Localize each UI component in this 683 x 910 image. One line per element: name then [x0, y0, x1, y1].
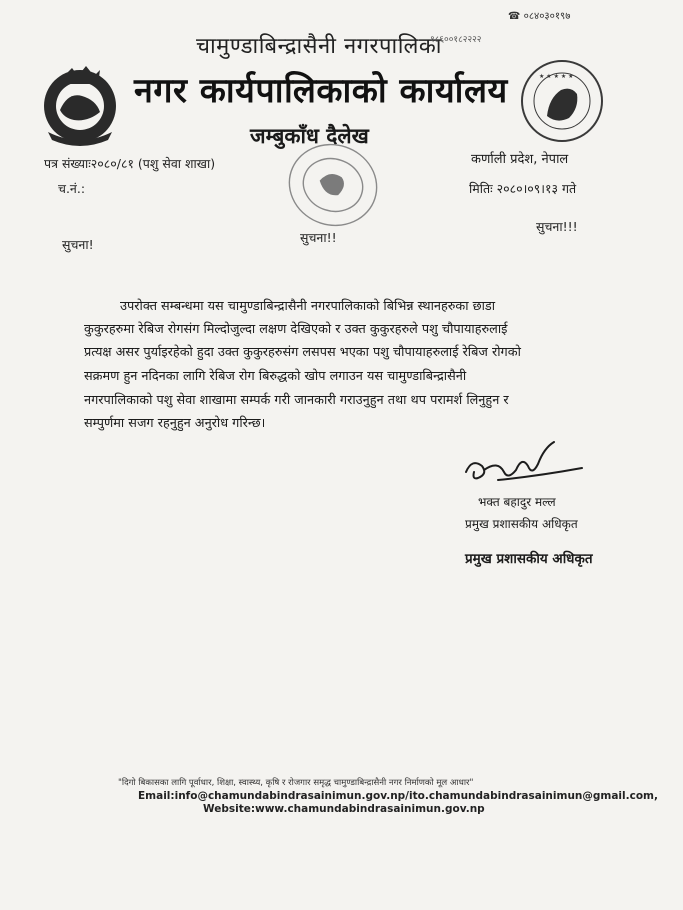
signer-name: भक्त बहादुर मल्ल [478, 495, 556, 509]
signer-post-heading: प्रमुख प्रशासकीय अधिकृत [465, 551, 593, 567]
notice-heading: सुचना! [62, 237, 94, 252]
body-line: उपरोक्त सम्बन्धमा यस चामुण्डाबिन्द्रासैनी नगरपालिकाको बिभिन्न स्थानहरुका छाडा [120, 299, 496, 314]
body-line: प्रत्यक्ष असर पुर्याइरहेको हुदा उक्त कुकुरहरुसंग लसपस भएका पशु चौपायाहरुलाई रेबिज रोगको [84, 345, 521, 360]
footer-motto: "दिगो बिकासका लागि पूर्वाधार, शिक्षा, स्वास्थ्य, कृषि र रोजगार समृद्ध चामुण्डाबिन्द्रासैनी नगर निर्माणको मूल आधार" [118, 778, 474, 788]
district-name: जम्बुकाँध दैलेख [250, 124, 369, 148]
notice-heading: सुचना!!! [536, 219, 578, 234]
signature [458, 436, 588, 500]
reference-number: पत्र संख्याः२०८०/८१ (पशु सेवा शाखा) [44, 156, 216, 171]
footer-website: Website:www.chamundabindrasainimun.gov.np [203, 803, 485, 815]
letter-date: मितिः २०८०।०९।१३ गते [469, 181, 577, 196]
body-line: सम्पुर्णमा सजग रहनुहुन अनुरोध गरिन्छ। [84, 416, 266, 431]
body-line: कुकुरहरुमा रेबिज रोगसंग मिल्दोजुल्दा लक्षण देखिएको र उक्त कुकुरहरुले पशु चौपायाहरुलाई [84, 322, 508, 337]
nepal-emblem-logo [38, 62, 122, 146]
notice-heading: सुचना!! [300, 230, 337, 245]
svg-text:★ ★ ★ ★ ★: ★ ★ ★ ★ ★ [539, 73, 574, 80]
dispatch-number: च.नं.: [58, 181, 86, 196]
header-tiny-number: १८६००१८२२२२ [430, 35, 482, 45]
municipality-logo [519, 58, 605, 144]
office-title: नगर कार्यपालिकाको कार्यालय [134, 71, 508, 111]
footer-email: Email:info@chamundabindrasainimun.gov.np/ito.chamundabindrasainimun@gmail.com, [138, 790, 658, 802]
province-label: कर्णाली प्रदेश, नेपाल [471, 152, 569, 167]
body-line: नगरपालिकाको पशु सेवा शाखामा सम्पर्क गरी जानकारी गराउनुहुन तथा थप परामर्श लिनुहुन र [84, 393, 509, 408]
municipality-name: चामुण्डाबिन्द्रासैनी नगरपालिका [196, 34, 442, 59]
signer-post: प्रमुख प्रशासकीय अधिकृत [465, 517, 578, 531]
official-stamp [283, 135, 383, 235]
phone-number: ☎ ०८४०३०१९७ [508, 11, 571, 22]
body-line: सक्रमण हुन नदिनका लागि रेबिज रोग बिरुद्धको खोप लगाउन यस चामुण्डाबिन्द्रासैनी [84, 369, 467, 384]
